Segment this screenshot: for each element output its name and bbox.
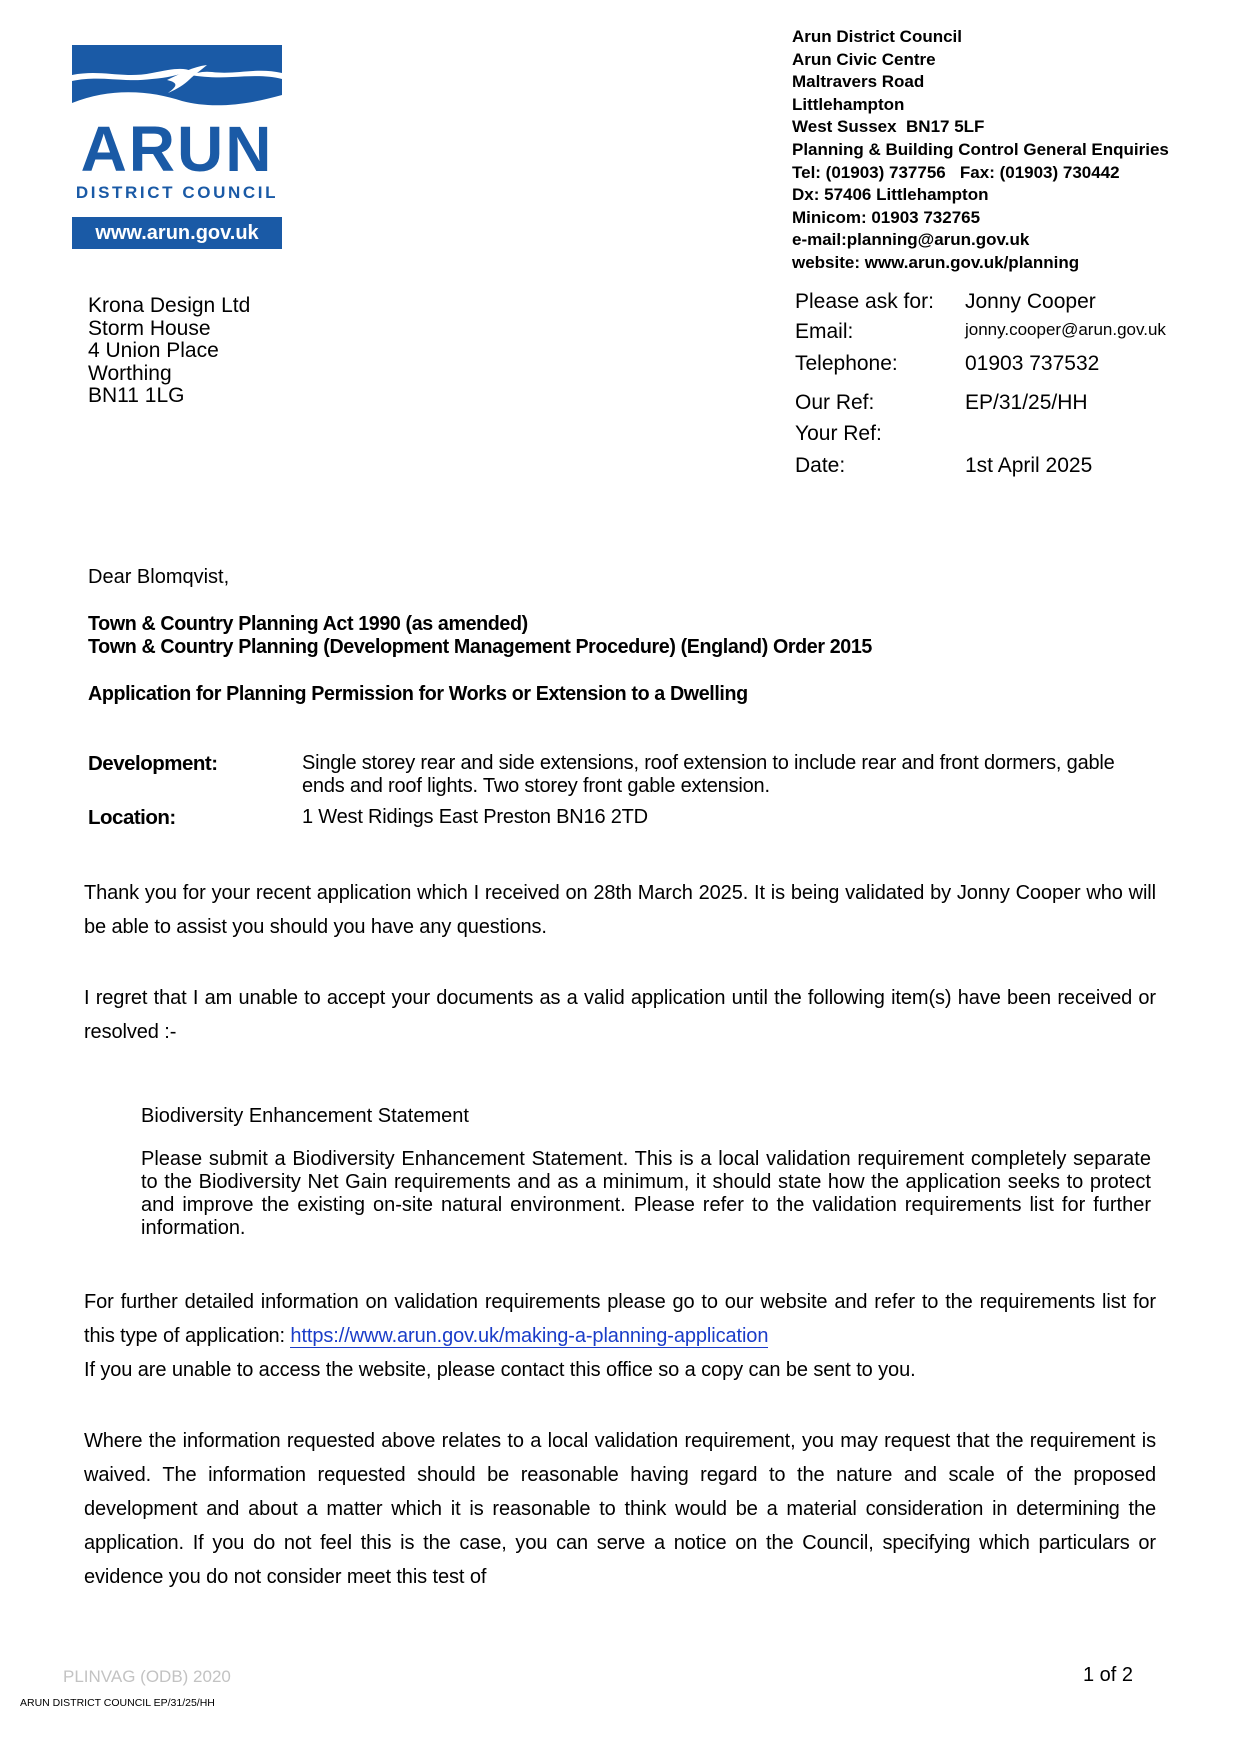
act-heading: Town & Country Planning Act 1990 (as amended) [88, 612, 528, 635]
council-website: website: www.arun.gov.uk/planning [792, 252, 1080, 272]
our-ref-label: Our Ref: [795, 391, 875, 414]
invalid-paragraph: I regret that I am unable to accept your documents as a valid application until the following item(s) have been received or resolved :- [84, 987, 1156, 1043]
required-item-body: Please submit a Biodiversity Enhancement Statement. This is a local validation requirement completely separate to the Biodiversity Net Gain requirements and as a minimum, it should state how the application seeks to protect and improve the existing on-site natural environment. Please refer to the validation requirements list for further information. [141, 1148, 1151, 1239]
development-value: Single storey rear and side extensions, roof extension to include rear and front dormers, gable ends and roof lights. Two storey front gable extension. [302, 752, 1115, 797]
logo-wordmark: ARUN [80, 113, 274, 185]
location-value: 1 West Ridings East Preston BN16 2TD [302, 806, 648, 828]
council-address-line: Littlehampton [792, 94, 905, 114]
telephone-value: 01903 737532 [965, 352, 1100, 375]
footer-reference: ARUN DISTRICT COUNCIL EP/31/25/HH [20, 1697, 215, 1709]
council-address-line: Arun District Council [792, 27, 963, 46]
salutation: Dear Blomqvist, [88, 566, 230, 588]
development-label: Development: [88, 752, 218, 775]
arun-council-logo [72, 45, 282, 249]
email-label: Email: [795, 320, 854, 343]
website-paragraph-text: For further detailed information on validation requirements please go to our website and refer to the requirements list for this type of application: [84, 1291, 1156, 1347]
email-value: jonny.cooper@arun.gov.uk [965, 320, 1166, 339]
logo-website: www.arun.gov.uk [72, 217, 282, 249]
waiver-paragraph: Where the information requested above relates to a local validation requirement, you may request that the requirement is waived. The information requested should be reasonable having regard to the nature and scale of the proposed development and about a matter which it is reasonable to think would be a material consideration in determining the application. If you do not feel this is the case, you can serve a notice on the Council, specifying which particulars or evidence you do not consider meet this test of [84, 1430, 1156, 1588]
council-address [792, 26, 1169, 275]
ask-for-label: Please ask for: [795, 290, 934, 313]
your-ref-label: Your Ref: [795, 422, 882, 445]
recipient-line: 4 Union Place [88, 339, 219, 362]
council-minicom: Minicom: 01903 732765 [792, 207, 981, 227]
logo-subtitle: DISTRICT COUNCIL [75, 183, 279, 202]
website-paragraph [84, 1285, 1156, 1387]
ask-for-value: Jonny Cooper [965, 290, 1096, 313]
council-telephone: Tel: (01903) 737756 Fax: (01903) 730442 [792, 162, 1120, 182]
recipient-line: Krona Design Ltd [88, 294, 251, 317]
council-address-line: Maltravers Road [792, 72, 925, 92]
application-type-heading: Application for Planning Permission for Works or Extension to a Dwelling [88, 682, 748, 705]
council-email: e-mail:planning@arun.gov.uk [792, 230, 1030, 250]
telephone-label: Telephone: [795, 352, 898, 375]
council-address-line: West Sussex BN17 5LF [792, 117, 985, 137]
council-address-line: Arun Civic Centre [792, 49, 936, 69]
date-value: 1st April 2025 [965, 454, 1093, 477]
intro-paragraph: Thank you for your recent application which I received on 28th March 2025. It is being validated by Jonny Cooper who will be able to assist you should you have any questions. [84, 882, 1156, 938]
website-paragraph-contact: If you are unable to access the website, please contact this office so a copy can be sent to you. [84, 1359, 916, 1381]
planning-application-link[interactable]: https://www.arun.gov.uk/making-a-planning-application [290, 1325, 769, 1347]
form-code: PLINVAG (ODB) 2020 [63, 1667, 231, 1686]
recipient-line: Storm House [88, 316, 211, 340]
recipient-address [88, 295, 250, 408]
required-item-title: Biodiversity Enhancement Statement [141, 1105, 469, 1127]
page-number: 1 of 2 [1083, 1664, 1134, 1686]
date-label: Date: [795, 454, 846, 477]
council-address-line: Planning & Building Control General Enquiries [792, 139, 1169, 159]
council-address-line: Dx: 57406 Littlehampton [792, 185, 989, 205]
order-heading: Town & Country Planning (Development Management Procedure) (England) Order 2015 [88, 635, 872, 658]
recipient-line: BN11 1LG [88, 384, 185, 407]
our-ref-value: EP/31/25/HH [965, 391, 1088, 414]
location-label: Location: [88, 806, 176, 829]
seagull-waves-icon [72, 45, 282, 113]
recipient-line: Worthing [88, 361, 172, 385]
